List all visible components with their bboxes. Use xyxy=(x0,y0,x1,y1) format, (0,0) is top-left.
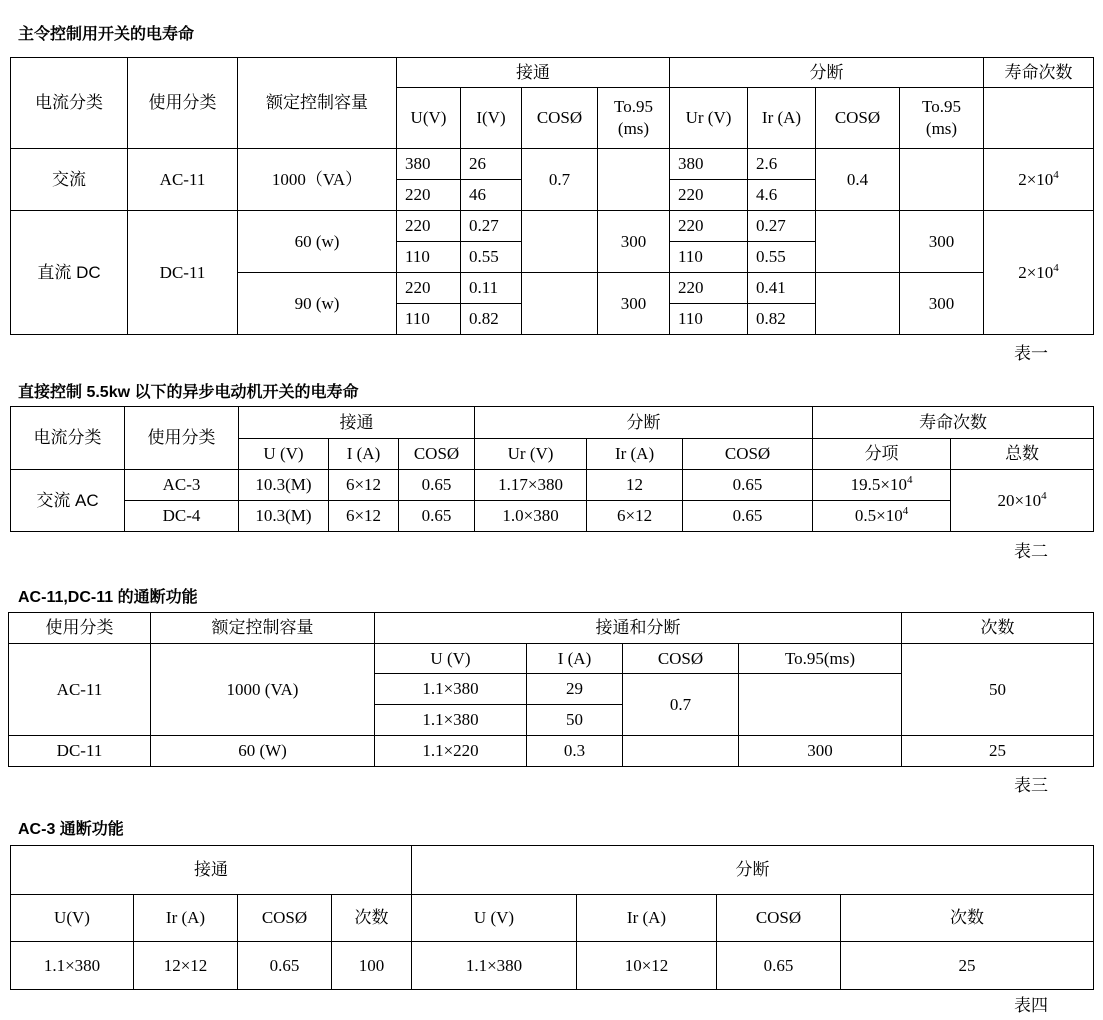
t1-header-life: 寿命次数 xyxy=(984,58,1094,88)
t2-total-exp: 4 xyxy=(1041,489,1047,502)
t2-ir-2: 6×12 xyxy=(587,501,683,532)
t3-ac-count: 50 xyxy=(902,644,1094,736)
t1-header-life-blank xyxy=(984,88,1094,149)
t2-header-ur: Ur (V) xyxy=(475,439,587,470)
t4-cos2: 0.65 xyxy=(717,942,841,990)
t4-header-make: 接通 xyxy=(11,846,412,895)
t3-dc-use: DC-11 xyxy=(9,736,151,767)
t4-count: 100 xyxy=(332,942,412,990)
t4-header-cos: COSØ xyxy=(238,895,332,942)
t2-ur-2: 1.0×380 xyxy=(475,501,587,532)
t2-i-2: 6×12 xyxy=(329,501,399,532)
t1-dc-use: DC-11 xyxy=(128,211,238,335)
t1-header-to2-line2: (ms) xyxy=(925,119,958,138)
t4-header-u2: U (V) xyxy=(412,895,577,942)
t2-sub-2-base: 0.5×10 xyxy=(854,506,903,525)
t1-ac-ir-1: 2.6 xyxy=(748,149,816,180)
t1-dc-life xyxy=(984,211,1094,335)
t3-dc-to: 300 xyxy=(739,736,902,767)
t2-current: 交流 AC xyxy=(11,470,125,532)
t1-dc-i-4: 0.82 xyxy=(461,304,522,335)
t4-header-count: 次数 xyxy=(332,895,412,942)
t1-ac-ur-1: 380 xyxy=(670,149,748,180)
t1-ac-use: AC-11 xyxy=(128,149,238,211)
t2-cos2-2: 0.65 xyxy=(683,501,813,532)
t1-dc-current: 直流 DC xyxy=(11,211,128,335)
t3-dc-rated: 60 (W) xyxy=(151,736,375,767)
t1-dc-ur-1: 220 xyxy=(670,211,748,242)
t1-ac-life xyxy=(984,149,1094,211)
t4-header-count2: 次数 xyxy=(841,895,1094,942)
t1-header-to xyxy=(598,88,670,149)
t3-ac-use: AC-11 xyxy=(9,644,151,736)
t1-header-cos2: COSØ xyxy=(816,88,900,149)
t3-ac-i-2: 50 xyxy=(527,705,623,736)
t3-ac-rated: 1000 (VA) xyxy=(151,644,375,736)
t1-header-ur: Ur (V) xyxy=(670,88,748,149)
t1-dc-to-1: 300 xyxy=(598,211,670,273)
t3-ac-u-1: 1.1×380 xyxy=(375,674,527,705)
table3-title: AC-11,DC-11 的通断功能 xyxy=(18,589,198,606)
t2-sub-2-exp: 4 xyxy=(902,505,909,517)
t1-dc-u-2: 110 xyxy=(397,242,461,273)
t1-header-to2 xyxy=(900,88,984,149)
t3-header-u: U (V) xyxy=(375,644,527,674)
t3-dc-count: 25 xyxy=(902,736,1094,767)
t1-header-to-line1: To.95 xyxy=(614,97,653,116)
t4-cos: 0.65 xyxy=(238,942,332,990)
t2-sub-1-exp: 4 xyxy=(906,474,913,486)
table2-title: 直接控制 5.5kw 以下的异步电动机开关的电寿命 xyxy=(18,384,359,401)
t1-ac-life-base: 2×10 xyxy=(1018,169,1054,189)
t2-ir-1: 12 xyxy=(587,470,683,501)
t1-dc-rated-1: 60 (w) xyxy=(238,211,397,273)
table4 xyxy=(10,845,1094,990)
t1-dc-ir-3: 0.41 xyxy=(748,273,816,304)
t2-u-1: 10.3(M) xyxy=(239,470,329,501)
t2-cos-1: 0.65 xyxy=(399,470,475,501)
t2-use-1: AC-3 xyxy=(125,470,239,501)
t2-total-base: 20×10 xyxy=(997,490,1042,510)
t4-ir: 12×12 xyxy=(134,942,238,990)
t1-ac-u-2: 220 xyxy=(397,180,461,211)
t1-ac-life-exp: 4 xyxy=(1053,168,1059,181)
t2-header-cos: COSØ xyxy=(399,439,475,470)
t4-count2: 25 xyxy=(841,942,1094,990)
table2-caption: 表二 xyxy=(1014,542,1048,561)
t2-total xyxy=(951,470,1094,532)
t2-header-life: 寿命次数 xyxy=(813,407,1094,439)
t1-dc-u-1: 220 xyxy=(397,211,461,242)
t1-ac-u-1: 380 xyxy=(397,149,461,180)
t1-dc-u-4: 110 xyxy=(397,304,461,335)
t1-header-current: 电流分类 xyxy=(11,58,128,149)
t1-dc-i-3: 0.11 xyxy=(461,273,522,304)
t3-header-cos: COSØ xyxy=(623,644,739,674)
t2-header-make: 接通 xyxy=(239,407,475,439)
t1-ac-current: 交流 xyxy=(11,149,128,211)
t1-header-use: 使用分类 xyxy=(128,58,238,149)
t1-dc-ir-4: 0.82 xyxy=(748,304,816,335)
t1-header-to2-line1: To.95 xyxy=(922,97,961,116)
table4-caption: 表四 xyxy=(1014,996,1048,1015)
t2-cos-2: 0.65 xyxy=(399,501,475,532)
t1-dc-life-base: 2×10 xyxy=(1018,262,1054,282)
t4-header-break: 分断 xyxy=(412,846,1094,895)
t1-header-u: U(V) xyxy=(397,88,461,149)
t1-header-rated: 额定控制容量 xyxy=(238,58,397,149)
t4-u2: 1.1×380 xyxy=(412,942,577,990)
t1-dc-i-1: 0.27 xyxy=(461,211,522,242)
t1-header-i: I(V) xyxy=(461,88,522,149)
t2-header-sub: 分项 xyxy=(813,439,951,470)
t2-header-u: U (V) xyxy=(239,439,329,470)
t2-sub-1-base: 19.5×10 xyxy=(850,475,907,494)
t3-ac-to xyxy=(739,674,902,736)
t4-header-cos2: COSØ xyxy=(717,895,841,942)
t1-ac-cos: 0.7 xyxy=(522,149,598,211)
t3-header-use: 使用分类 xyxy=(9,613,151,644)
table1 xyxy=(10,57,1094,335)
t1-dc-ur-3: 220 xyxy=(670,273,748,304)
table4-title: AC-3 通断功能 xyxy=(18,821,124,838)
t1-ac-i-2: 46 xyxy=(461,180,522,211)
table3 xyxy=(8,612,1094,767)
t1-ac-to xyxy=(598,149,670,211)
t2-sub-1 xyxy=(813,470,951,501)
t3-ac-u-2: 1.1×380 xyxy=(375,705,527,736)
t2-header-use: 使用分类 xyxy=(125,407,239,470)
t1-dc-ir-1: 0.27 xyxy=(748,211,816,242)
t2-header-cos2: COSØ xyxy=(683,439,813,470)
t3-ac-i-1: 29 xyxy=(527,674,623,705)
t1-dc-cos-2 xyxy=(522,273,598,335)
t1-header-ir: Ir (A) xyxy=(748,88,816,149)
t1-ac-i-1: 26 xyxy=(461,149,522,180)
t3-dc-u: 1.1×220 xyxy=(375,736,527,767)
t4-header-ir2: Ir (A) xyxy=(577,895,717,942)
t1-dc-cos-1 xyxy=(522,211,598,273)
table1-title: 主令控制用开关的电寿命 xyxy=(18,26,195,43)
t2-cos2-1: 0.65 xyxy=(683,470,813,501)
t1-dc-to2-1: 300 xyxy=(900,211,984,273)
t1-ac-to2 xyxy=(900,149,984,211)
t2-i-1: 6×12 xyxy=(329,470,399,501)
t4-header-ir: Ir (A) xyxy=(134,895,238,942)
t2-header-current: 电流分类 xyxy=(11,407,125,470)
t1-header-to-line2: (ms) xyxy=(617,119,650,138)
t2-use-2: DC-4 xyxy=(125,501,239,532)
t1-ac-ur-2: 220 xyxy=(670,180,748,211)
t4-u: 1.1×380 xyxy=(11,942,134,990)
table1-caption: 表一 xyxy=(1014,344,1048,363)
t3-header-count: 次数 xyxy=(902,613,1094,644)
table2 xyxy=(10,406,1094,532)
t1-ac-cos2: 0.4 xyxy=(816,149,900,211)
t1-dc-u-3: 220 xyxy=(397,273,461,304)
t2-header-i: I (A) xyxy=(329,439,399,470)
t1-dc-to-2: 300 xyxy=(598,273,670,335)
t3-dc-cos xyxy=(623,736,739,767)
t1-dc-cos2-1 xyxy=(816,211,900,273)
t2-ur-1: 1.17×380 xyxy=(475,470,587,501)
t2-header-ir: Ir (A) xyxy=(587,439,683,470)
t1-ac-rated: 1000（VA） xyxy=(238,149,397,211)
t2-u-2: 10.3(M) xyxy=(239,501,329,532)
t1-header-break: 分断 xyxy=(670,58,984,88)
t1-ac-ir-2: 4.6 xyxy=(748,180,816,211)
t1-dc-rated-2: 90 (w) xyxy=(238,273,397,335)
table3-caption: 表三 xyxy=(1014,776,1048,795)
t1-header-cos: COSØ xyxy=(522,88,598,149)
t3-header-mb: 接通和分断 xyxy=(375,613,902,644)
t1-dc-i-2: 0.55 xyxy=(461,242,522,273)
t2-header-total: 总数 xyxy=(951,439,1094,470)
t3-header-rated: 额定控制容量 xyxy=(151,613,375,644)
t4-ir2: 10×12 xyxy=(577,942,717,990)
t2-sub-2 xyxy=(813,501,951,532)
t1-header-make: 接通 xyxy=(397,58,670,88)
t1-dc-ir-2: 0.55 xyxy=(748,242,816,273)
t1-dc-cos2-2 xyxy=(816,273,900,335)
t3-header-to: To.95(ms) xyxy=(739,644,902,674)
t1-dc-ur-4: 110 xyxy=(670,304,748,335)
t4-header-u: U(V) xyxy=(11,895,134,942)
t3-dc-i: 0.3 xyxy=(527,736,623,767)
t3-ac-cos: 0.7 xyxy=(623,674,739,736)
t1-dc-ur-2: 110 xyxy=(670,242,748,273)
t2-header-break: 分断 xyxy=(475,407,813,439)
t1-dc-life-exp: 4 xyxy=(1053,261,1059,274)
t1-dc-to2-2: 300 xyxy=(900,273,984,335)
t3-header-i: I (A) xyxy=(527,644,623,674)
